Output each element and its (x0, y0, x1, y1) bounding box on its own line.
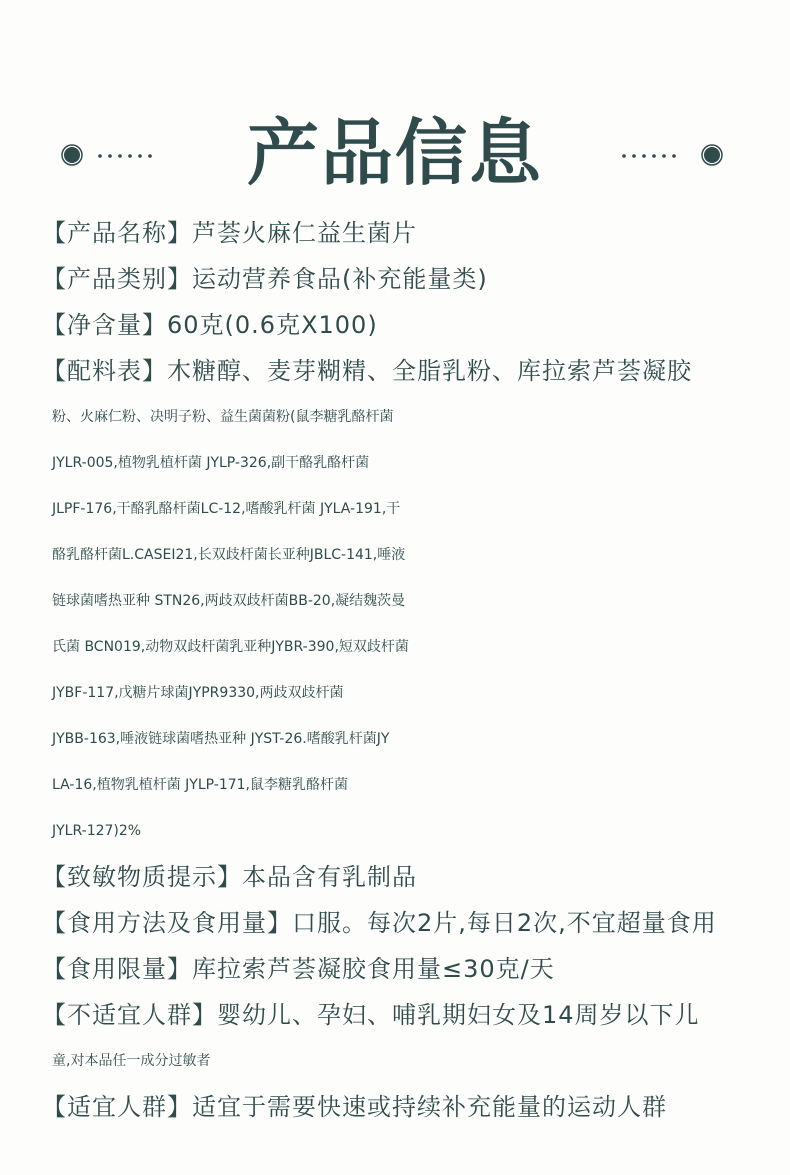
info-line: 酪乳酪杆菌L.CASEI21,长双歧杆菌长亚种JBLC-141,唾液 (52, 547, 406, 563)
info-line: JYBB-163,唾液链球菌嗜热亚种 JYST-26.嗜酸乳杆菌JY (52, 731, 390, 747)
info-line: 【产品名称】芦荟火麻仁益生菌片 (42, 219, 417, 247)
info-line: 【配料表】木糖醇、麦芽糊精、全脂乳粉、库拉索芦荟凝胶 (42, 357, 692, 385)
info-line: 【食用限量】库拉索芦荟凝胶食用量≤30克/天 (42, 955, 555, 983)
info-line: JYLR-005,植物乳植杆菌 JYLP-326,副干酪乳酪杆菌 (52, 455, 370, 471)
info-line: 【食用方法及食用量】口服。每次2片,每日2次,不宜超量食用 (42, 909, 717, 937)
info-line: 粉、火麻仁粉、决明子粉、益生菌菌粉(鼠李糖乳酪杆菌 (52, 409, 394, 425)
info-line: 【净含量】60克(0.6克X100) (42, 311, 378, 339)
info-line: JLPF-176,干酪乳酪杆菌LC-12,嗜酸乳杆菌 JYLA-191,干 (52, 501, 401, 517)
info-line: 【致敏物质提示】本品含有乳制品 (42, 863, 417, 891)
page-title: 产品信息 (246, 110, 543, 195)
info-line: 氏菌 BCN019,动物双歧杆菌乳亚种JYBR-390,短双歧杆菌 (52, 639, 409, 655)
info-line: 童,对本品任一成分过敏者 (52, 1053, 211, 1069)
info-line: JYBF-117,戊糖片球菌JYPR9330,两歧双歧杆菌 (52, 685, 344, 701)
info-line: 【产品类别】运动营养食品(补充能量类) (42, 265, 488, 293)
info-line: LA-16,植物乳植杆菌 JYLP-171,鼠李糖乳酪杆菌 (52, 777, 348, 793)
info-line: JYLR-127)2% (52, 823, 142, 839)
info-line: 【适宜人群】适宜于需要快速或持续补充能量的运动人群 (42, 1093, 667, 1121)
dot-ornament-right-icon (600, 143, 730, 167)
header (0, 108, 790, 198)
info-line: 链球菌嗜热亚种 STN26,两歧双歧杆菌BB-20,凝结魏茨曼 (52, 593, 406, 609)
info-line: 【不适宜人群】婴幼儿、孕妇、哺乳期妇女及14周岁以下儿 (42, 1001, 700, 1029)
product-info-list (42, 210, 762, 1130)
